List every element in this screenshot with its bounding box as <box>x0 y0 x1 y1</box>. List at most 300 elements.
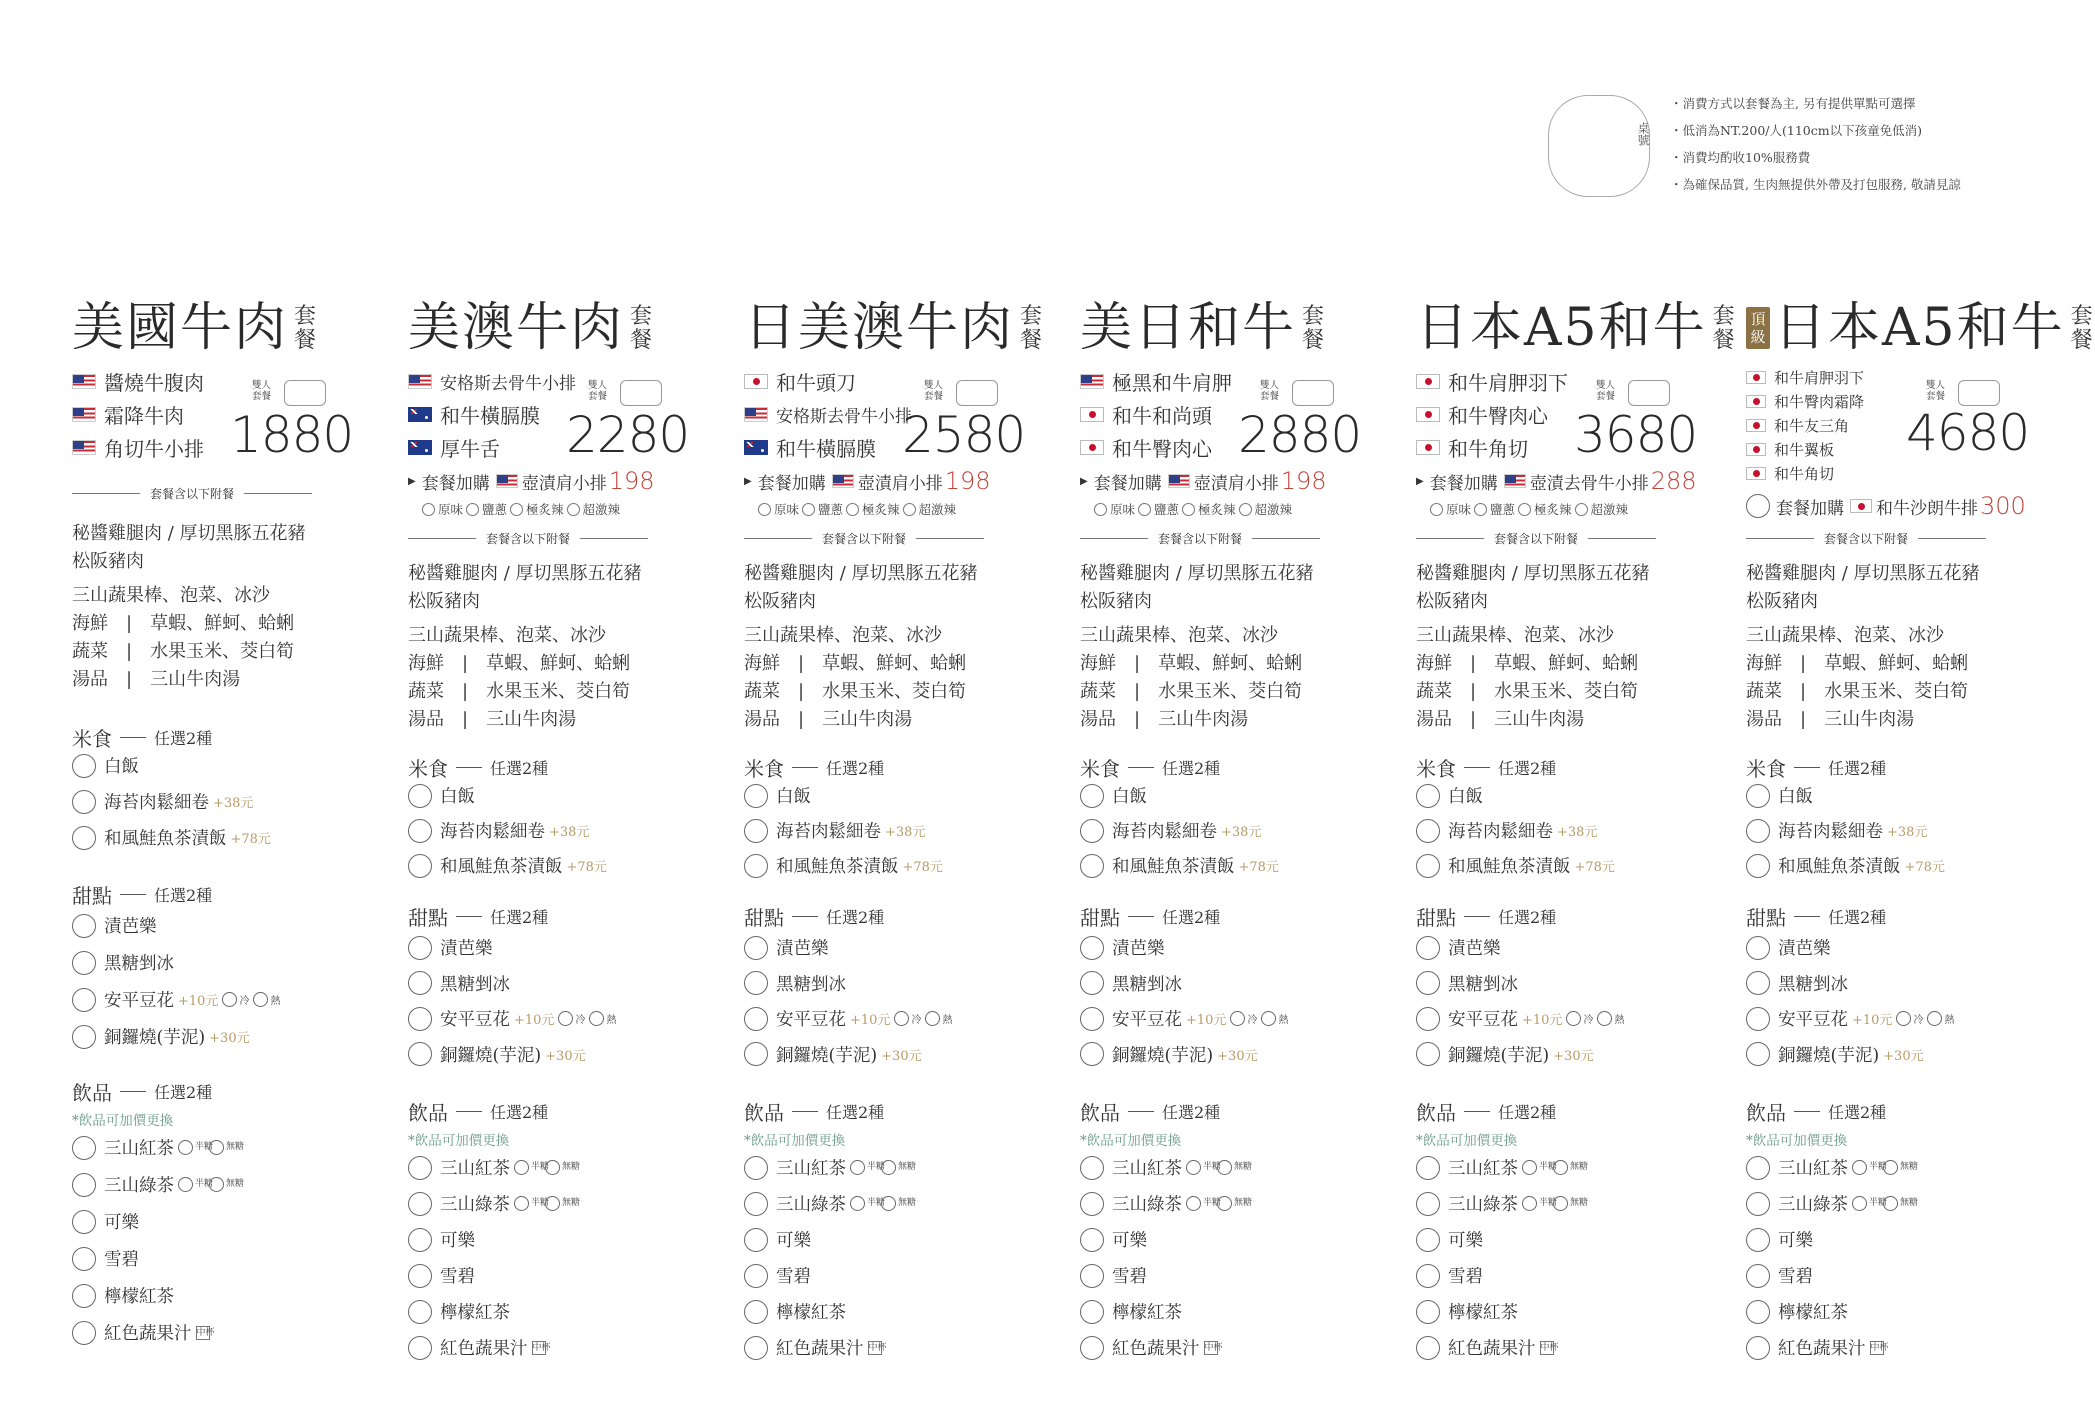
option-radio[interactable] <box>408 1336 432 1360</box>
no-sugar-radio[interactable] <box>1553 1196 1568 1211</box>
meat-item-name: 霜降牛肉 <box>104 404 184 428</box>
half-sugar-radio[interactable] <box>178 1177 193 1192</box>
dessert-option[interactable] <box>1080 1042 1258 1067</box>
pair-set-checkbox[interactable] <box>1292 380 1334 406</box>
option-extra-price: +38元 <box>213 796 254 811</box>
option-radio[interactable] <box>1080 1007 1104 1031</box>
option-radio[interactable] <box>744 1336 768 1360</box>
option-radio[interactable] <box>744 1042 768 1066</box>
medium-cup-label: 中杯 <box>1540 1342 1559 1353</box>
flavor-radio[interactable] <box>1430 503 1443 516</box>
option-radio[interactable] <box>72 1136 96 1160</box>
half-sugar-radio[interactable] <box>850 1160 865 1175</box>
drink-option[interactable] <box>408 1227 475 1252</box>
option-radio[interactable] <box>72 1321 96 1345</box>
cold-radio[interactable] <box>894 1011 909 1026</box>
flavor-radio[interactable] <box>422 503 435 516</box>
no-sugar-radio[interactable] <box>1883 1160 1898 1175</box>
cold-label: 冷 <box>575 1015 586 1026</box>
option-radio[interactable] <box>1080 971 1104 995</box>
option-radio[interactable] <box>1746 854 1770 878</box>
option-radio[interactable] <box>1080 854 1104 878</box>
option-radio[interactable] <box>408 819 432 843</box>
drink-option[interactable] <box>1416 1191 1589 1216</box>
meat-item-name: 安格斯去骨牛小排 <box>776 407 912 427</box>
rice-option[interactable] <box>1080 853 1279 878</box>
meat-item <box>1746 365 1906 389</box>
side-extras-2: 海鮮 | 草蝦、鮮蚵、蛤蜊 <box>72 613 295 634</box>
option-radio[interactable] <box>744 1300 768 1324</box>
includes-label: 套餐含以下附餐 <box>150 487 235 501</box>
hot-radio[interactable] <box>1597 1011 1612 1026</box>
option-radio[interactable] <box>72 1210 96 1234</box>
option-radio[interactable] <box>408 1264 432 1288</box>
no-sugar-radio[interactable] <box>209 1140 224 1155</box>
flavor-radio[interactable] <box>567 503 580 516</box>
option-radio[interactable] <box>1416 819 1440 843</box>
addon-row[interactable] <box>744 467 991 495</box>
drink-option[interactable] <box>1080 1227 1147 1252</box>
pair-set-label: 雙人套餐 <box>588 380 608 402</box>
flavor-radio[interactable] <box>1239 503 1252 516</box>
option-name: 漬芭樂 <box>440 939 493 959</box>
option-name: 紅色蔬果汁 <box>776 1339 864 1359</box>
option-radio[interactable] <box>408 936 432 960</box>
rice-option[interactable] <box>408 818 589 843</box>
option-radio[interactable] <box>408 1300 432 1324</box>
dessert-option[interactable] <box>72 950 174 975</box>
option-radio[interactable] <box>1080 1336 1104 1360</box>
set-column-6 <box>1746 295 2093 1375</box>
option-radio[interactable] <box>744 854 768 878</box>
no-sugar-radio[interactable] <box>545 1160 560 1175</box>
drink-section-head <box>72 1077 212 1106</box>
drink-choose: 任選2種 <box>154 1083 213 1102</box>
no-sugar-radio[interactable] <box>1883 1196 1898 1211</box>
cold-radio[interactable] <box>558 1011 573 1026</box>
option-radio[interactable] <box>72 1173 96 1197</box>
flavor-radio[interactable] <box>1575 503 1588 516</box>
drink-option[interactable] <box>1080 1155 1253 1180</box>
drink-option[interactable] <box>408 1335 551 1360</box>
dessert-option[interactable] <box>744 1006 952 1031</box>
option-radio[interactable] <box>72 790 96 814</box>
flavor-options <box>1094 500 1295 518</box>
flavor-radio[interactable] <box>1138 503 1151 516</box>
option-radio[interactable] <box>744 784 768 808</box>
option-name: 和風鮭魚茶漬飯 <box>1112 857 1235 877</box>
medium-cup-label: 中杯 <box>196 1327 215 1338</box>
option-radio[interactable] <box>1746 936 1770 960</box>
dessert-option[interactable] <box>408 971 510 996</box>
side-meats <box>1416 560 1676 616</box>
option-name: 紅色蔬果汁 <box>1448 1339 1536 1359</box>
dessert-option[interactable] <box>1416 935 1501 960</box>
rice-option[interactable] <box>1746 818 1927 843</box>
premium-badge: 頂級 <box>1746 307 1770 349</box>
drink-option[interactable] <box>72 1172 245 1197</box>
drink-option[interactable] <box>744 1335 887 1360</box>
dessert-option[interactable] <box>744 971 846 996</box>
dessert-option[interactable] <box>1080 935 1165 960</box>
set-price: 2880 <box>1238 406 1362 464</box>
drink-option[interactable] <box>1416 1155 1589 1180</box>
option-name: 三山紅茶 <box>104 1139 174 1159</box>
option-radio[interactable] <box>408 1156 432 1180</box>
cold-radio[interactable] <box>1896 1011 1911 1026</box>
rice-option[interactable] <box>1746 853 1945 878</box>
side-extras <box>1080 622 1340 734</box>
set-column-5 <box>1416 295 1735 1375</box>
drink-option[interactable] <box>72 1246 139 1271</box>
drink-option[interactable] <box>408 1191 581 1216</box>
drink-option[interactable] <box>1080 1263 1147 1288</box>
half-sugar-radio[interactable] <box>1852 1196 1867 1211</box>
option-radio[interactable] <box>1080 784 1104 808</box>
option-radio[interactable] <box>1080 1228 1104 1252</box>
flag-jp-icon <box>1416 407 1440 422</box>
no-sugar-label: 無糖 <box>898 1162 917 1172</box>
option-radio[interactable] <box>744 936 768 960</box>
flavor-radio[interactable] <box>846 503 859 516</box>
option-name: 可樂 <box>776 1231 811 1251</box>
flavor-radio[interactable] <box>466 503 479 516</box>
pair-set-checkbox[interactable] <box>284 380 326 406</box>
side-extras-4: 湯品 | 三山牛肉湯 <box>72 669 241 690</box>
includes-divider <box>1746 530 1986 547</box>
meat-item-name: 角切牛小排 <box>104 437 204 461</box>
addon-item: 壺漬肩小排 <box>1193 473 1279 494</box>
flag-au-icon <box>408 440 432 455</box>
pair-set-checkbox[interactable] <box>956 380 998 406</box>
meat-list <box>1080 365 1240 464</box>
flavor-radio[interactable] <box>1094 503 1107 516</box>
option-radio[interactable] <box>1416 971 1440 995</box>
no-sugar-radio[interactable] <box>1553 1160 1568 1175</box>
option-name: 白飯 <box>776 787 811 807</box>
option-radio[interactable] <box>1746 1336 1770 1360</box>
option-radio[interactable] <box>72 1284 96 1308</box>
drink-option[interactable] <box>72 1283 174 1308</box>
option-name: 黑糖剉冰 <box>1112 974 1182 995</box>
drink-option[interactable] <box>1080 1335 1223 1360</box>
meat-item-name: 和牛和尚頭 <box>1112 404 1212 428</box>
addon-row[interactable] <box>408 467 655 495</box>
option-radio[interactable] <box>1080 936 1104 960</box>
drink-option[interactable] <box>744 1155 917 1180</box>
drink-option[interactable] <box>72 1209 139 1234</box>
rice-option[interactable] <box>408 853 607 878</box>
dessert-choose: 任選2種 <box>490 908 549 927</box>
drink-option[interactable] <box>744 1227 811 1252</box>
option-radio[interactable] <box>1416 1300 1440 1324</box>
option-radio[interactable] <box>744 1264 768 1288</box>
dessert-option[interactable] <box>408 1006 616 1031</box>
table-number-box[interactable] <box>1548 95 1650 197</box>
drink-option[interactable] <box>1080 1299 1182 1324</box>
drink-option[interactable] <box>744 1263 811 1288</box>
drink-option[interactable] <box>1746 1155 1919 1180</box>
rice-option[interactable] <box>1080 783 1147 808</box>
drink-option[interactable] <box>1746 1335 1889 1360</box>
drink-note: *飲品可加價更換 <box>1080 1133 1182 1149</box>
side-extras-1: 三山蔬果棒、泡菜、冰沙 <box>744 625 942 646</box>
drink-option[interactable] <box>744 1191 917 1216</box>
flavor-radio[interactable] <box>510 503 523 516</box>
option-radio[interactable] <box>744 1192 768 1216</box>
dessert-option[interactable] <box>408 935 493 960</box>
dessert-option[interactable] <box>1746 971 1848 996</box>
flag-us-icon <box>1080 374 1104 389</box>
half-sugar-radio[interactable] <box>178 1140 193 1155</box>
half-sugar-label: 半糖 <box>867 1198 886 1208</box>
option-radio[interactable] <box>72 914 96 938</box>
option-radio[interactable] <box>408 1007 432 1031</box>
rice-option[interactable] <box>72 789 253 814</box>
option-radio[interactable] <box>744 819 768 843</box>
drink-option[interactable] <box>408 1263 475 1288</box>
dessert-option[interactable] <box>1746 1042 1924 1067</box>
dessert-choose: 任選2種 <box>154 886 213 905</box>
set-title-suffix: 套餐 <box>294 304 317 353</box>
drink-title: 飲品 <box>744 1101 784 1125</box>
drink-option[interactable] <box>1746 1227 1813 1252</box>
option-radio[interactable] <box>1746 784 1770 808</box>
option-name: 三山綠茶 <box>1112 1195 1182 1215</box>
set-price: 2280 <box>566 406 690 464</box>
option-radio[interactable] <box>1746 1042 1770 1066</box>
set-title <box>744 295 1044 367</box>
no-sugar-radio[interactable] <box>1217 1160 1232 1175</box>
dessert-option[interactable] <box>1746 1006 1954 1031</box>
half-sugar-radio[interactable] <box>1852 1160 1867 1175</box>
cold-radio[interactable] <box>1230 1011 1245 1026</box>
option-radio[interactable] <box>1416 1264 1440 1288</box>
option-name: 銅鑼燒(芋泥) <box>776 1045 878 1066</box>
option-radio[interactable] <box>408 1042 432 1066</box>
dessert-option[interactable] <box>744 935 829 960</box>
option-radio[interactable] <box>408 784 432 808</box>
pair-set-checkbox[interactable] <box>1628 380 1670 406</box>
half-sugar-radio[interactable] <box>850 1196 865 1211</box>
rice-option[interactable] <box>408 783 475 808</box>
dessert-choose: 任選2種 <box>1498 908 1557 927</box>
note-1: ・ 消費方式以套餐為主, 另有提供單點可選擇 <box>1670 90 2040 117</box>
rice-option[interactable] <box>72 753 139 778</box>
option-extra-price: +78元 <box>566 860 607 875</box>
option-radio[interactable] <box>744 1228 768 1252</box>
option-radio[interactable] <box>1746 1156 1770 1180</box>
option-radio[interactable] <box>1416 936 1440 960</box>
option-extra-price: +10元 <box>1522 1013 1563 1028</box>
dessert-option[interactable] <box>744 1042 922 1067</box>
flag-jp-icon <box>1080 407 1104 422</box>
option-radio[interactable] <box>1080 1264 1104 1288</box>
addon-row[interactable] <box>1746 492 2026 520</box>
option-radio[interactable] <box>72 826 96 850</box>
no-sugar-radio[interactable] <box>209 1177 224 1192</box>
half-sugar-radio[interactable] <box>514 1160 529 1175</box>
rice-option[interactable] <box>744 783 811 808</box>
drink-option[interactable] <box>1416 1335 1559 1360</box>
drink-option[interactable] <box>72 1320 215 1345</box>
no-sugar-radio[interactable] <box>1217 1196 1232 1211</box>
rice-option[interactable] <box>72 825 271 850</box>
dessert-option[interactable] <box>1746 935 1831 960</box>
half-sugar-radio[interactable] <box>1186 1196 1201 1211</box>
drink-option[interactable] <box>1746 1299 1848 1324</box>
hot-radio[interactable] <box>1927 1011 1942 1026</box>
option-radio[interactable] <box>1080 1192 1104 1216</box>
rice-option[interactable] <box>1746 783 1813 808</box>
drink-option[interactable] <box>1416 1263 1483 1288</box>
flavor-radio[interactable] <box>802 503 815 516</box>
option-radio[interactable] <box>1416 1156 1440 1180</box>
addon-row[interactable] <box>1416 467 1697 495</box>
dessert-option[interactable] <box>1416 1006 1624 1031</box>
no-sugar-radio[interactable] <box>881 1160 896 1175</box>
addon-price: 198 <box>944 467 991 495</box>
rice-option[interactable] <box>1416 783 1483 808</box>
option-radio[interactable] <box>1416 1228 1440 1252</box>
rice-choose: 任選2種 <box>154 729 213 748</box>
side-meats <box>1746 560 2006 616</box>
no-sugar-radio[interactable] <box>881 1196 896 1211</box>
option-radio[interactable] <box>1080 1300 1104 1324</box>
option-radio[interactable] <box>408 1228 432 1252</box>
flavor-radio[interactable] <box>1474 503 1487 516</box>
flavor-radio[interactable] <box>903 503 916 516</box>
cold-radio[interactable] <box>222 992 237 1007</box>
half-sugar-radio[interactable] <box>1522 1196 1537 1211</box>
option-name: 三山紅茶 <box>1112 1159 1182 1179</box>
flavor-radio[interactable] <box>1182 503 1195 516</box>
dessert-option[interactable] <box>1416 971 1518 996</box>
option-radio[interactable] <box>1416 784 1440 808</box>
dessert-option[interactable] <box>408 1042 586 1067</box>
option-radio[interactable] <box>1746 1300 1770 1324</box>
meat-item-name: 和牛臀肉心 <box>1448 404 1548 428</box>
half-sugar-radio[interactable] <box>1522 1160 1537 1175</box>
meat-list <box>1416 365 1576 464</box>
dessert-option[interactable] <box>72 987 280 1012</box>
drink-option[interactable] <box>1416 1227 1483 1252</box>
hot-radio[interactable] <box>1261 1011 1276 1026</box>
option-radio[interactable] <box>1416 1007 1440 1031</box>
drink-option[interactable] <box>408 1155 581 1180</box>
option-radio[interactable] <box>1746 1007 1770 1031</box>
option-radio[interactable] <box>408 971 432 995</box>
option-radio[interactable] <box>72 754 96 778</box>
option-radio[interactable] <box>1746 819 1770 843</box>
flavor-radio[interactable] <box>1518 503 1531 516</box>
option-name: 海苔肉鬆細卷 <box>440 822 545 842</box>
rice-option[interactable] <box>1416 853 1615 878</box>
flag-us-icon <box>744 407 768 422</box>
option-radio[interactable] <box>744 1156 768 1180</box>
option-radio[interactable] <box>1080 1042 1104 1066</box>
option-radio[interactable] <box>1416 1042 1440 1066</box>
option-radio[interactable] <box>72 988 96 1012</box>
rice-option[interactable] <box>744 853 943 878</box>
side-extras <box>72 582 332 694</box>
option-radio[interactable] <box>408 1192 432 1216</box>
set-title-suffix: 套餐 <box>2070 304 2093 353</box>
option-radio[interactable] <box>744 971 768 995</box>
set-title <box>408 295 654 367</box>
dessert-option[interactable] <box>1080 1006 1288 1031</box>
drink-option[interactable] <box>72 1135 245 1160</box>
option-radio[interactable] <box>1416 1192 1440 1216</box>
pair-set-checkbox[interactable] <box>1958 380 2000 406</box>
option-name: 白飯 <box>1112 787 1147 807</box>
side-extras-2: 海鮮 | 草蝦、鮮蚵、蛤蜊 <box>1416 653 1639 674</box>
meat-item <box>1746 461 1906 485</box>
no-sugar-radio[interactable] <box>545 1196 560 1211</box>
option-radio[interactable] <box>1746 1264 1770 1288</box>
addon-checkbox[interactable] <box>1746 494 1770 518</box>
dessert-option[interactable] <box>72 913 157 938</box>
cold-radio[interactable] <box>1566 1011 1581 1026</box>
drink-option[interactable] <box>744 1299 846 1324</box>
option-radio[interactable] <box>1080 1156 1104 1180</box>
hot-radio[interactable] <box>253 992 268 1007</box>
option-radio[interactable] <box>1416 1336 1440 1360</box>
flag-us-icon <box>72 407 96 422</box>
dessert-option[interactable] <box>72 1024 250 1049</box>
drink-option[interactable] <box>1080 1191 1253 1216</box>
meat-item <box>744 398 912 431</box>
dessert-section-head <box>72 880 212 909</box>
drink-option[interactable] <box>408 1299 510 1324</box>
rice-option[interactable] <box>744 818 925 843</box>
addon-price: 198 <box>1280 467 1327 495</box>
rice-option[interactable] <box>1416 818 1597 843</box>
option-radio[interactable] <box>72 1247 96 1271</box>
option-radio[interactable] <box>744 1007 768 1031</box>
option-radio[interactable] <box>1746 1192 1770 1216</box>
half-sugar-radio[interactable] <box>1186 1160 1201 1175</box>
hot-radio[interactable] <box>589 1011 604 1026</box>
option-radio[interactable] <box>408 854 432 878</box>
addon-row[interactable] <box>1080 467 1327 495</box>
option-radio[interactable] <box>1746 971 1770 995</box>
drink-option[interactable] <box>1746 1263 1813 1288</box>
flag-jp-icon <box>1416 440 1440 455</box>
dessert-option[interactable] <box>1080 971 1182 996</box>
option-radio[interactable] <box>72 951 96 975</box>
rice-option[interactable] <box>1080 818 1261 843</box>
option-radio[interactable] <box>1416 854 1440 878</box>
option-name: 檸檬紅茶 <box>1448 1303 1518 1323</box>
flavor-radio[interactable] <box>758 503 771 516</box>
hot-radio[interactable] <box>925 1011 940 1026</box>
flag-jp-icon <box>1746 371 1766 384</box>
dessert-option[interactable] <box>1416 1042 1594 1067</box>
option-radio[interactable] <box>1080 819 1104 843</box>
option-radio[interactable] <box>72 1025 96 1049</box>
pair-set-checkbox[interactable] <box>620 380 662 406</box>
drink-option[interactable] <box>1416 1299 1518 1324</box>
drink-option[interactable] <box>1746 1191 1919 1216</box>
flavor-options <box>422 500 623 518</box>
option-name: 三山紅茶 <box>1778 1159 1848 1179</box>
half-sugar-radio[interactable] <box>514 1196 529 1211</box>
option-name: 三山綠茶 <box>440 1195 510 1215</box>
set-price: 2580 <box>902 406 1026 464</box>
side-extras-2: 海鮮 | 草蝦、鮮蚵、蛤蜊 <box>744 653 967 674</box>
option-radio[interactable] <box>1746 1228 1770 1252</box>
